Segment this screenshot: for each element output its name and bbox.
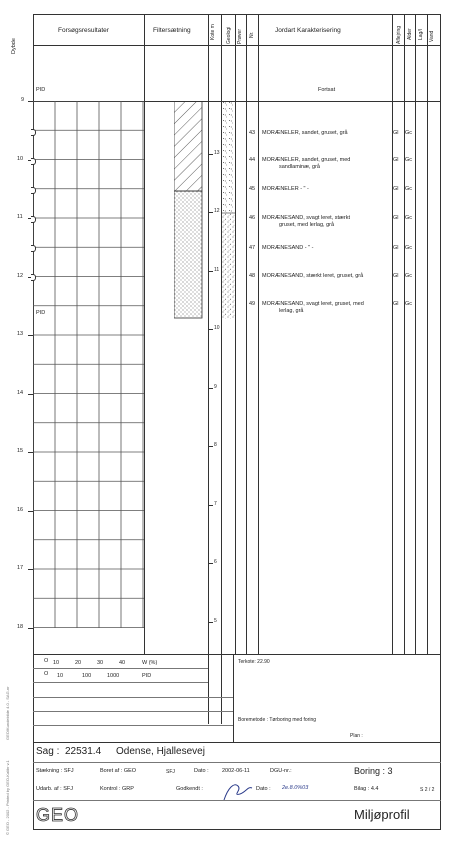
margin-print-note: © GEO - 2002 - Printed by GEO-Kalibr v.1	[5, 760, 10, 835]
level-tick	[208, 271, 213, 272]
depth-tick	[28, 628, 33, 629]
pid-scale-unit: PID	[142, 673, 152, 679]
depth-tick	[28, 452, 33, 453]
drilled-initials: SFJ	[166, 769, 175, 775]
case-location: Odense, Hjallesevej	[116, 746, 205, 757]
depth-tick	[28, 569, 33, 570]
sample-age: Gc	[405, 157, 413, 163]
depth-tick-label: 18	[17, 623, 24, 630]
sample-marker	[31, 274, 36, 281]
sample-marker	[31, 216, 36, 223]
drawn-by: Stækning : SFJ	[36, 768, 74, 774]
w-scale-origin: O	[44, 658, 49, 664]
date-value: 2002-06-11	[222, 768, 250, 774]
pid-top-label: PID	[36, 87, 46, 93]
level-tick-label: 13	[214, 149, 220, 156]
level-tick-label: 7	[214, 500, 217, 507]
sample-number: 47	[249, 245, 256, 251]
case-number: 22531.4	[65, 746, 102, 757]
depth-tick-label: 11	[17, 214, 23, 220]
level-tick	[208, 388, 213, 389]
sample-description: MORÆNELER, sandet, gruset, grå	[262, 130, 348, 136]
header-deposition: Aflejring	[396, 25, 402, 44]
sample-number: 43	[249, 130, 256, 136]
sample-description: MORÆNESAND, svagt leret, stærkt	[262, 215, 351, 221]
sample-age: Gc	[405, 130, 413, 136]
continued-label: Fortsat	[318, 87, 336, 93]
pid-bottom-label: PID	[36, 310, 46, 316]
depth-tick-label: 10	[17, 155, 24, 162]
sample-deposition: Gl	[393, 186, 399, 192]
prepared-by: Udarb. af : SFJ	[36, 786, 73, 792]
plan-text: Plan :	[350, 733, 363, 739]
depth-tick-label: 12	[17, 272, 24, 279]
sample-deposition: Gl	[393, 130, 399, 136]
w-scale-tick: 40	[119, 660, 126, 666]
level-tick	[208, 446, 213, 447]
header-test-results: Forsøgsresultater	[58, 27, 109, 34]
level-tick-label: 11	[214, 266, 220, 273]
w-scale-tick: 10	[53, 660, 60, 666]
level-tick-label: 6	[214, 559, 217, 566]
date2-label: Dato :	[256, 786, 271, 792]
header-samples: Prøver	[237, 29, 243, 44]
header-age: Alder	[407, 28, 413, 40]
sample-age: Gc	[405, 215, 413, 221]
sample-number: 48	[249, 273, 256, 279]
sample-description-line2: lerlag, grå	[279, 308, 304, 314]
sample-number: 49	[249, 301, 256, 307]
header-filter: Filtersætning	[153, 27, 191, 34]
sample-marker	[31, 158, 36, 165]
document-title: Miljøprofil	[354, 807, 410, 822]
depth-tick-label: 9	[21, 97, 25, 103]
w-scale-unit: W (%)	[142, 660, 158, 666]
sample-marker	[31, 129, 36, 136]
level-tick	[208, 212, 213, 213]
depth-tick	[28, 335, 33, 336]
filter-column	[174, 101, 204, 319]
level-tick-label: 9	[214, 383, 217, 390]
header-soil-description: Jordart Karakterisering	[275, 27, 341, 34]
depth-tick-label: 16	[17, 506, 24, 513]
sample-age: Gc	[405, 186, 413, 192]
level-tick	[208, 622, 213, 623]
header-level: Kote m	[210, 24, 216, 40]
sample-description: MORÆNELER - " -	[262, 186, 309, 192]
pid-scale-tick: 100	[82, 673, 92, 679]
geo-logo: GEO	[36, 805, 80, 825]
test-results-grid	[33, 101, 145, 631]
geology-column	[222, 101, 235, 319]
w-scale-tick: 30	[97, 660, 104, 666]
header-layer: Lag/l	[418, 29, 424, 40]
sample-deposition: Gl	[393, 215, 399, 221]
elevation-text: Terkote: 22.90	[238, 659, 270, 665]
depth-tick	[28, 394, 33, 395]
level-tick-label: 10	[214, 325, 220, 332]
appendix-number: Bilag : 4.4	[354, 786, 379, 792]
sample-marker	[31, 187, 36, 194]
header-geology: Geologi	[226, 26, 232, 44]
sample-description: MORÆNESAND - " -	[262, 245, 314, 251]
sample-description: MORÆNESAND, stærkt leret, gruset, grå	[262, 273, 364, 279]
sample-deposition: Gl	[393, 157, 399, 163]
sample-marker	[31, 245, 36, 252]
pid-scale-origin: O	[44, 671, 49, 677]
sample-deposition: Gl	[393, 301, 399, 307]
header-water: Vand	[429, 30, 435, 42]
sample-deposition: Gl	[393, 245, 399, 251]
sample-description-line2: sandlaminæ, grå	[279, 164, 320, 170]
sample-age: Gc	[405, 301, 413, 307]
level-tick	[208, 563, 213, 564]
depth-tick-label: 13	[17, 331, 24, 337]
drilled-by: Boret af : GEO	[100, 768, 137, 774]
boring-number: Boring : 3	[354, 766, 393, 776]
level-tick	[208, 154, 213, 155]
sample-age: Gc	[405, 273, 413, 279]
sample-number: 44	[249, 157, 256, 163]
method-text: Boremetode : Tørboring med foring	[238, 717, 317, 723]
sample-age: Gc	[405, 245, 413, 251]
control-by: Kontrol : GRP	[100, 786, 134, 792]
sample-description: MORÆNELER, sandet, gruset, med	[262, 157, 351, 163]
level-tick-label: 12	[214, 208, 220, 215]
margin-print-note-2: GEO/Kundebilde 4.0 - SAG-nr	[5, 686, 10, 740]
sample-description-line2: gruset, med lerlag, grå	[279, 222, 335, 228]
date-label: Dato :	[194, 768, 209, 774]
level-tick	[208, 505, 213, 506]
dgu-number: DGU-nr.:	[270, 768, 292, 774]
level-tick	[208, 329, 213, 330]
depth-tick	[28, 511, 33, 512]
w-scale-tick: 20	[75, 660, 82, 666]
depth-axis-title: Dybde	[11, 38, 17, 54]
level-tick-label: 8	[214, 442, 217, 449]
page-number: S 2 / 2	[420, 787, 435, 793]
sample-number: 46	[249, 215, 256, 221]
level-tick-label: 5	[214, 617, 217, 624]
depth-tick-label: 15	[17, 448, 24, 454]
depth-tick-label: 14	[17, 389, 24, 396]
date2-value: 2e.8.0%03	[282, 785, 309, 791]
pid-scale-tick: 1000	[107, 673, 120, 679]
sample-number: 45	[249, 186, 256, 192]
depth-tick-label: 17	[17, 565, 24, 571]
case-label: Sag :	[36, 746, 60, 757]
header-number: Nr.	[249, 31, 255, 38]
sample-description: MORÆNESAND, svagt leret, gruset, med	[262, 301, 364, 307]
pid-scale-tick: 10	[57, 673, 64, 679]
sample-deposition: Gl	[393, 273, 399, 279]
approved-label: Godkendt :	[176, 786, 203, 792]
depth-tick	[28, 101, 33, 102]
